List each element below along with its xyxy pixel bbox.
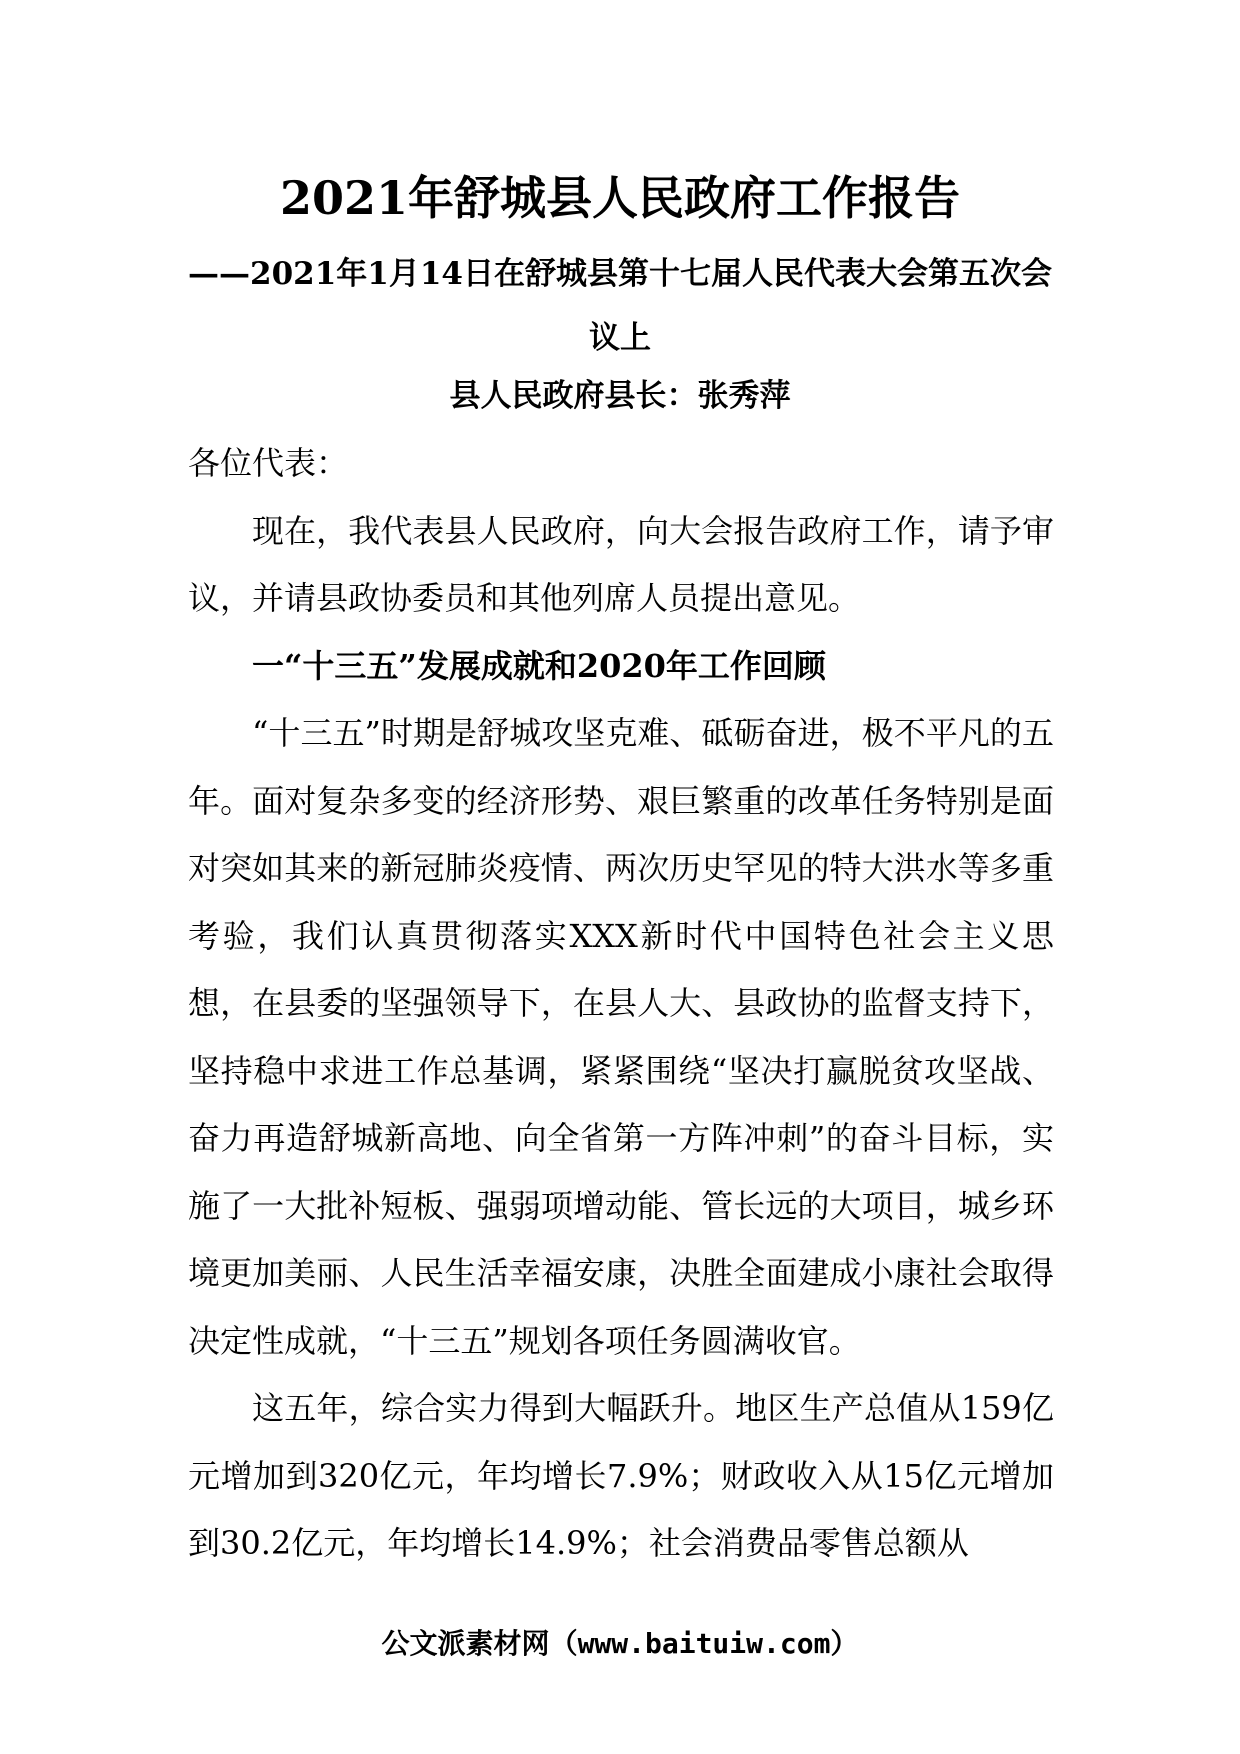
footer-site-name: 公文派素材网: [381, 1627, 550, 1660]
section-heading: 一“十三五”发展成就和2020年工作回顾: [252, 646, 826, 685]
salutation: 各位代表：: [188, 444, 349, 482]
document-subtitle: ——2021年1月14日在舒城县第十七届人民代表大会第五次会议上: [188, 256, 1052, 356]
body-paragraph: 现在，我代表县人民政府，向大会报告政府工作，请予审议，并请县政协委员和其他列席人员提出意见。: [188, 511, 1054, 617]
document-body: [188, 430, 1054, 1578]
footer-url: （www.baituiw.com）: [549, 1627, 859, 1660]
body-paragraph: 这五年，综合实力得到大幅跃升。地区生产总值从159亿元增加到320亿元，年均增长7.9%；财政收入从15亿元增加到30.2亿元，年均增长14.9%；社会消费品零售总额从: [188, 1389, 1054, 1562]
document-title: 2021年舒城县人民政府工作报告: [279, 171, 961, 225]
page-footer: [0, 1622, 1240, 1666]
document-author: 县人民政府县长：张秀萍: [449, 378, 791, 414]
body-paragraph: “十三五”时期是舒城攻坚克难、砥砺奋进，极不平凡的五年。面对复杂多变的经济形势、艰巨繁重的改革任务特别是面对突如其来的新冠肺炎疫情、两次历史罕见的特大洪水等多重考验，我们认真贯彻落实XXX新时代中国特色社会主义思想，在县委的坚强领导下，在县人大、县政协的监督支持下，坚持稳中求进工作总基调，紧紧围绕“坚决打赢脱贫攻坚战、奋力再造舒城新高地、向全省第一方阵冲刺”的奋斗目标，实施了一大批补短板、强弱项增动能、管长远的大项目，城乡环境更加美丽、人民生活幸福安康，决胜全面建成小康社会取得决定性成就，“十三五”规划各项任务圆满收官。: [188, 714, 1054, 1360]
